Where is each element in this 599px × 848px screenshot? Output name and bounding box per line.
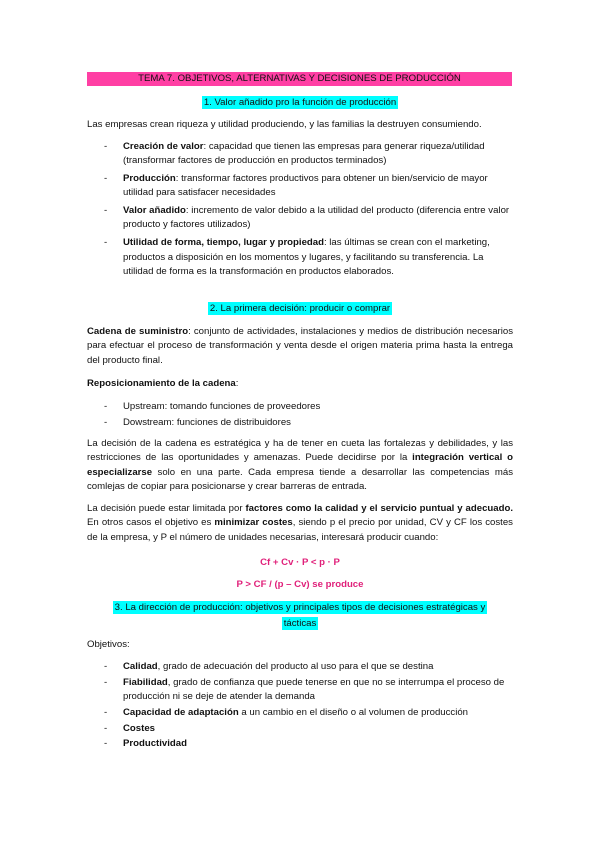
list-item-text: : transformar factores productivos para obtener un bien/servicio de mayor utilidad para satisfacer necesidades: [123, 173, 488, 199]
list-item: [87, 676, 513, 705]
cadena-text: : conjunto de actividades, instalaciones y medios de distribución necesarios para efectuar el proceso de transformación y venta desde el origen materia prima hasta la entrega del producto final.: [87, 326, 513, 366]
list-item-term: Utilidad de forma, tiempo, lugar y propiedad: [123, 237, 324, 249]
section-1-list: [87, 140, 513, 283]
list-item: [87, 706, 513, 720]
section-1-heading-text: 1. Valor añadido pro la función de producción: [203, 97, 397, 108]
section-2-heading: [87, 302, 513, 316]
list-item-term: Productividad: [123, 738, 187, 750]
list-item-text: a un cambio en el diseño o al volumen de producción: [238, 706, 469, 718]
list-item-term: Costes: [123, 722, 155, 734]
formula-2: P > CF / (p – Cv) se produce: [236, 579, 364, 590]
objetivos-list: [87, 660, 513, 753]
paragraph-text: La decisión puede estar limitada por: [87, 503, 246, 514]
list-item-term: Valor añadido: [123, 205, 186, 217]
paragraph-text: En otros casos el objetivo es: [87, 517, 215, 529]
reposicionamiento-colon: :: [235, 378, 239, 389]
section-1-intro: Las empresas crean riqueza y utilidad produciendo, y las familias la destruyen consumiendo.: [87, 119, 482, 130]
list-item-term: Calidad: [123, 661, 158, 672]
list-item-term: Fiabilidad: [123, 676, 168, 688]
formula-1: Cf + Cv · P < p · P: [260, 557, 340, 568]
reposicionamiento-term: Reposicionamiento de la cadena: [87, 378, 236, 389]
document-title: TEMA 7. OBJETIVOS, ALTERNATIVAS Y DECISIONES DE PRODUCCIÓN: [87, 72, 512, 86]
section-3-heading-line-2: tácticas: [283, 618, 317, 629]
cadena-term: Cadena de suministro: [87, 326, 189, 337]
list-item: [87, 236, 513, 279]
stream-list: [87, 400, 513, 432]
list-item-text: , grado de confianza que puede tenerse en que no se interrumpa el proceso de producción ni se deje de atender la demanda: [123, 676, 505, 703]
paragraph-text: solo en una parte. Cada empresa tiende a desarrollar las competencias más comlejas de copiar para posicionarse y crear barreras de entrada.: [87, 466, 513, 492]
list-item: [87, 172, 513, 201]
section-3-heading: [87, 600, 513, 632]
paragraph-bold: minimizar costes: [214, 517, 293, 529]
cadena-decision-paragraph: [87, 437, 513, 494]
list-item: [87, 722, 513, 736]
list-item: [87, 737, 513, 751]
section-3-heading-line-1: 3. La dirección de producción: objetivos y principales tipos de decisiones estratégicas y: [114, 602, 486, 613]
section-2-heading-text: 2. La primera decisión: producir o comprar: [209, 303, 391, 314]
paragraph-bold: factores como la calidad y el servicio puntual y adecuado.: [245, 503, 513, 514]
list-item: [87, 204, 513, 233]
list-item: - Upstream: tomando funciones de proveedores: [87, 400, 513, 414]
list-item-text: : las últimas se crean con el marketing, productos a disposición en los momentos y lugares, y facilitando su transferencia. La utilidad de forma es la transformación en productos elaborados.: [123, 237, 490, 277]
decision-limits-paragraph: [87, 502, 513, 545]
list-item-text: : incremento de valor debido a la utilidad del producto (diferencia entre valor producto y factores utilizados): [123, 205, 510, 231]
list-item-term: Capacidad de adaptación: [123, 706, 239, 718]
paragraph-text: , siendo p el precio por unidad, CV y CF los costes de la empresa, y P el número de unidades necesarias, interesará producir cuando:: [87, 517, 513, 543]
list-item: [87, 660, 513, 674]
objetivos-label: Objetivos:: [87, 639, 130, 650]
cadena-paragraph: [87, 325, 513, 368]
list-item-text: : capacidad que tienen las empresas para generar riqueza/utilidad (transformar factores de producción en productos terminados): [123, 141, 485, 167]
list-item: - Dowstream: funciones de distribuidores: [87, 416, 513, 430]
paragraph-text: La decisión de la cadena es estratégica y ha de tener en cueta las fortalezas y debilidades, y las restricciones de las oportunidades y amenazas. Puede decidirse por la: [87, 438, 513, 464]
reposicionamiento-title: [87, 377, 513, 391]
list-item-term: Creación de valor: [123, 141, 204, 152]
paragraph-bold: integración vertical o especializarse: [87, 452, 513, 478]
list-item: [87, 140, 513, 169]
list-item-text: , grado de adecuación del producto al uso para el que se destina: [157, 661, 434, 672]
section-1-heading: [87, 96, 513, 110]
list-item-term: Producción: [123, 173, 176, 185]
